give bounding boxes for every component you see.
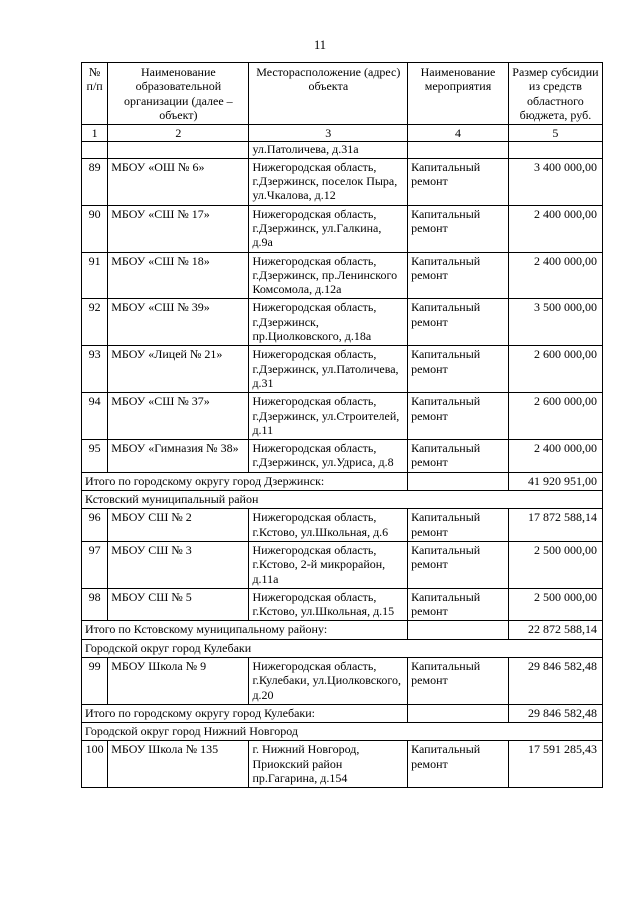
org-address: Нижегородская область, г.Дзержинск, ул.Удриса, д.8	[249, 440, 408, 473]
org-address: Нижегородская область, г.Дзержинск, ул.Патоличева, д.31	[249, 346, 408, 393]
header-org: Наименование образовательной организации (далее – объект)	[108, 63, 249, 125]
column-number: 2	[108, 125, 249, 142]
subsidy-amount: 29 846 582,48	[508, 657, 602, 704]
org-address: Нижегородская область, г.Кстово, ул.Школьная, д.15	[249, 588, 408, 621]
table-row	[82, 205, 603, 252]
org-address: Нижегородская область, г.Дзержинск, ул.Галкина, д.9а	[249, 205, 408, 252]
event-name: Капитальный ремонт	[408, 393, 509, 440]
column-number: 3	[249, 125, 408, 142]
subsidy-amount: 3 400 000,00	[508, 158, 602, 205]
event-name: Капитальный ремонт	[408, 741, 509, 788]
table-row	[82, 393, 603, 440]
event-name: Капитальный ремонт	[408, 346, 509, 393]
column-number: 4	[408, 125, 509, 142]
org-address: Нижегородская область, г.Дзержинск, поселок Пыра, ул.Чкалова, д.12	[249, 158, 408, 205]
table-row	[82, 509, 603, 542]
header-row	[82, 63, 603, 125]
header-event: Наименование мероприятия	[408, 63, 509, 125]
header-sum: Размер субсидии из средств областного бюджета, руб.	[508, 63, 602, 125]
row-number: 96	[82, 509, 108, 542]
event-name: Капитальный ремонт	[408, 588, 509, 621]
row-number: 93	[82, 346, 108, 393]
org-address: Нижегородская область, г.Дзержинск, ул.Строителей, д.11	[249, 393, 408, 440]
group-total-sum: 22 872 588,14	[508, 621, 602, 639]
group-total-label: Итого по городскому округу город Кулебаки:	[82, 704, 408, 722]
group-total-row	[82, 704, 603, 722]
continuation-row	[82, 142, 603, 158]
table-row	[82, 588, 603, 621]
event-name: Капитальный ремонт	[408, 440, 509, 473]
group-total-label: Итого по городскому округу город Дзержинск:	[82, 472, 408, 490]
table-row	[82, 158, 603, 205]
event-name: Капитальный ремонт	[408, 509, 509, 542]
org-name: МБОУ СШ № 3	[108, 541, 249, 588]
org-name: МБОУ «ОШ № 6»	[108, 158, 249, 205]
subsidy-amount: 3 500 000,00	[508, 299, 602, 346]
org-name: МБОУ Школа № 135	[108, 741, 249, 788]
group-title: Городской округ город Нижний Новгород	[82, 723, 603, 741]
subsidy-table	[81, 62, 603, 788]
column-number: 5	[508, 125, 602, 142]
org-address: Нижегородская область, г.Дзержинск, пр.Ленинского Комсомола, д.12а	[249, 252, 408, 299]
table-row	[82, 252, 603, 299]
subsidy-amount: 2 500 000,00	[508, 588, 602, 621]
column-number-row	[82, 125, 603, 142]
continuation-address: ул.Патоличева, д.31а	[249, 142, 408, 158]
org-name: МБОУ «СШ № 17»	[108, 205, 249, 252]
org-name: МБОУ СШ № 2	[108, 509, 249, 542]
org-address: Нижегородская область, г.Кстово, 2-й микрорайон, д.11а	[249, 541, 408, 588]
row-number: 90	[82, 205, 108, 252]
group-title-row	[82, 723, 603, 741]
row-number: 94	[82, 393, 108, 440]
org-name: МБОУ «Гимназия № 38»	[108, 440, 249, 473]
subsidy-amount: 2 400 000,00	[508, 205, 602, 252]
table-row	[82, 299, 603, 346]
group-title-row	[82, 639, 603, 657]
group-total-sum: 29 846 582,48	[508, 704, 602, 722]
event-name: Капитальный ремонт	[408, 657, 509, 704]
subsidy-amount: 17 872 588,14	[508, 509, 602, 542]
event-name: Капитальный ремонт	[408, 252, 509, 299]
org-name: МБОУ «СШ № 18»	[108, 252, 249, 299]
event-name: Капитальный ремонт	[408, 158, 509, 205]
org-address: г. Нижний Новгород, Приокский район пр.Гагарина, д.154	[249, 741, 408, 788]
table-row	[82, 440, 603, 473]
subsidy-amount: 2 400 000,00	[508, 440, 602, 473]
org-address: Нижегородская область, г.Кулебаки, ул.Циолковского, д.20	[249, 657, 408, 704]
group-total-label: Итого по Кстовскому муниципальному району:	[82, 621, 408, 639]
table-row	[82, 541, 603, 588]
row-number: 98	[82, 588, 108, 621]
org-name: МБОУ «СШ № 39»	[108, 299, 249, 346]
header-addr: Месторасположение (адрес) объекта	[249, 63, 408, 125]
group-title: Городской округ город Кулебаки	[82, 639, 603, 657]
group-title: Кстовский муниципальный район	[82, 491, 603, 509]
page-number: 11	[313, 38, 327, 52]
subsidy-amount: 2 600 000,00	[508, 346, 602, 393]
subsidy-amount: 2 400 000,00	[508, 252, 602, 299]
row-number: 89	[82, 158, 108, 205]
table-row	[82, 741, 603, 788]
row-number: 95	[82, 440, 108, 473]
event-name: Капитальный ремонт	[408, 299, 509, 346]
event-name: Капитальный ремонт	[408, 205, 509, 252]
org-name: МБОУ «СШ № 37»	[108, 393, 249, 440]
table-row	[82, 346, 603, 393]
org-name: МБОУ Школа № 9	[108, 657, 249, 704]
group-total-row	[82, 621, 603, 639]
row-number: 100	[82, 741, 108, 788]
row-number: 99	[82, 657, 108, 704]
org-address: Нижегородская область, г.Дзержинск, пр.Циолковского, д.18а	[249, 299, 408, 346]
group-total-row	[82, 472, 603, 490]
subsidy-amount: 2 500 000,00	[508, 541, 602, 588]
org-name: МБОУ СШ № 5	[108, 588, 249, 621]
header-num: № п/п	[82, 63, 108, 125]
group-title-row	[82, 491, 603, 509]
subsidy-amount: 17 591 285,43	[508, 741, 602, 788]
row-number: 91	[82, 252, 108, 299]
org-name: МБОУ «Лицей № 21»	[108, 346, 249, 393]
subsidy-amount: 2 600 000,00	[508, 393, 602, 440]
row-number: 97	[82, 541, 108, 588]
org-address: Нижегородская область, г.Кстово, ул.Школьная, д.6	[249, 509, 408, 542]
table-row	[82, 657, 603, 704]
group-total-sum: 41 920 951,00	[508, 472, 602, 490]
row-number: 92	[82, 299, 108, 346]
column-number: 1	[82, 125, 108, 142]
event-name: Капитальный ремонт	[408, 541, 509, 588]
